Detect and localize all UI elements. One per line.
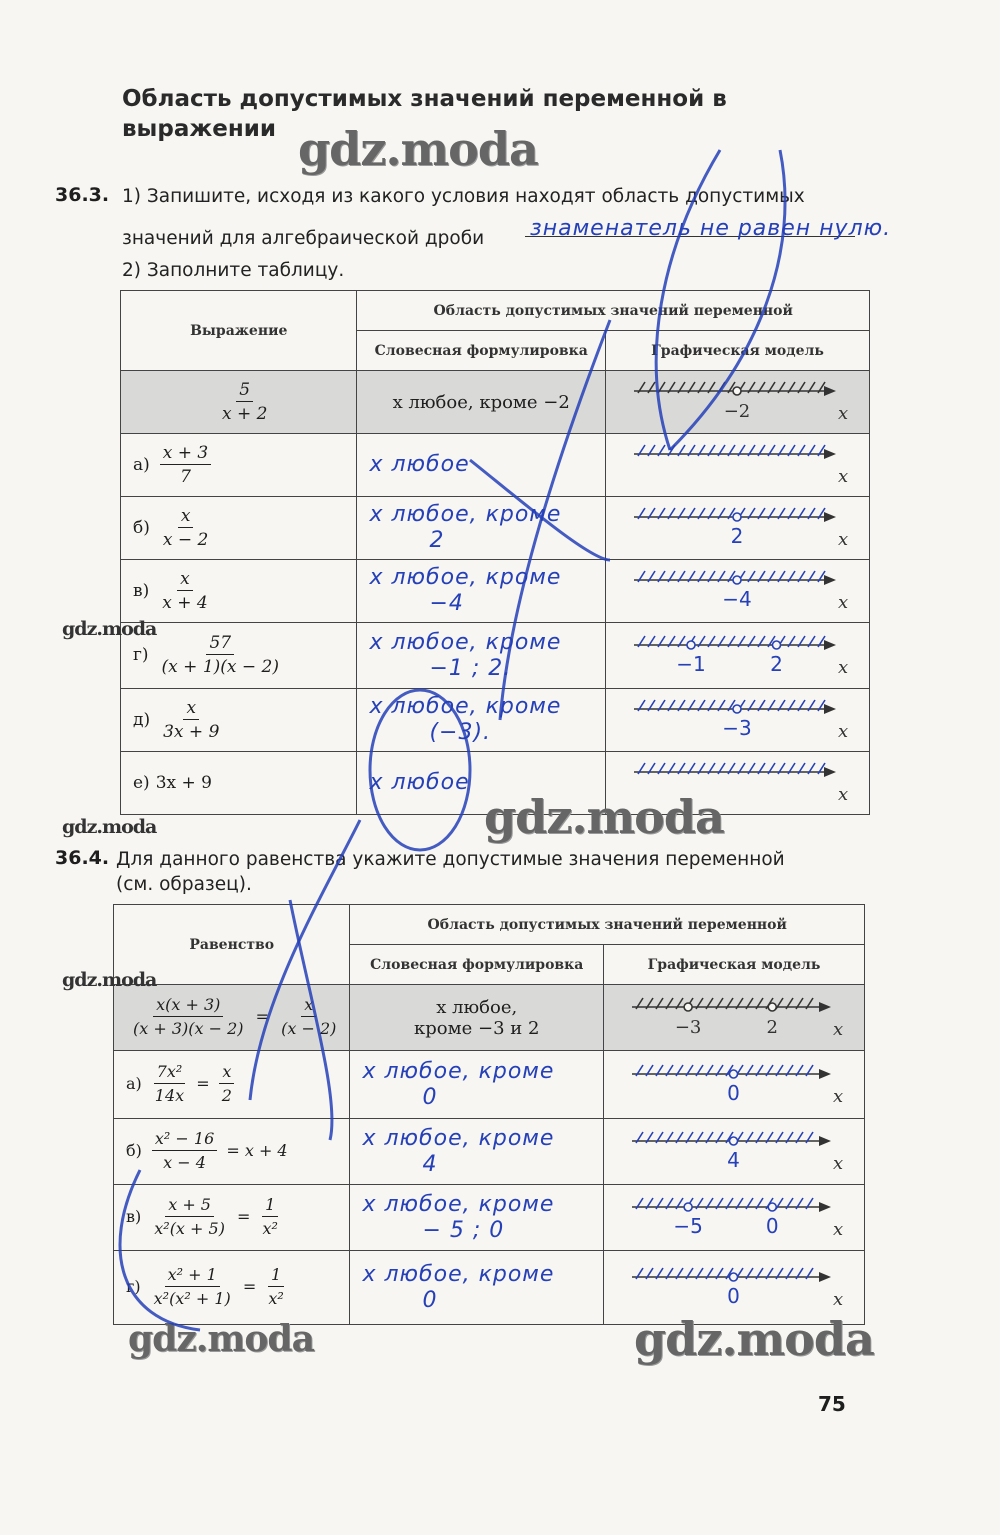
fraction	[160, 505, 211, 552]
table-row	[114, 1051, 865, 1119]
fraction-denominator: 3x + 9	[163, 721, 220, 742]
verbal-line: −1 ; 2.	[429, 655, 512, 681]
watermark: gdz.moda	[128, 1318, 314, 1360]
axis-variable-label: x	[838, 656, 849, 678]
fraction	[159, 568, 210, 615]
point-label: −2	[723, 401, 751, 422]
point-label: −5	[673, 1213, 703, 1238]
fraction-numerator: x² − 16	[152, 1128, 217, 1151]
axis-arrow	[819, 1272, 831, 1282]
fraction-denominator: x − 2	[162, 529, 209, 550]
fraction-numerator: 57	[206, 632, 234, 655]
watermark: gdz.moda	[62, 816, 157, 838]
fraction	[130, 994, 247, 1041]
row-label: в)	[126, 1207, 142, 1226]
equality-cell	[114, 1185, 350, 1251]
verbal-line: x любое, кроме	[362, 1058, 555, 1084]
verbal-line: x любое, кроме	[362, 1261, 555, 1287]
handwritten-answer: знаменатель не равен нулю.	[530, 216, 892, 241]
row-label: а)	[126, 1074, 142, 1093]
table-36-4	[113, 904, 865, 1325]
axis-arrow	[824, 512, 836, 522]
axis-arrow	[819, 1002, 831, 1012]
col-domain-header: Область допустимых значений переменной	[357, 291, 870, 331]
verbal-cell	[357, 689, 606, 752]
fraction-numerator: x	[183, 697, 199, 720]
verbal-line: x любое, кроме	[369, 694, 562, 719]
graphic-cell	[606, 497, 870, 560]
table-row	[121, 497, 870, 560]
verbal-line: x любое, кроме	[362, 1125, 555, 1151]
number-line	[604, 1187, 863, 1245]
verbal-line: x любое, кроме	[369, 565, 562, 590]
point-label: 4	[727, 1147, 740, 1172]
point-label: −4	[722, 587, 752, 611]
fraction-denominator: 7	[180, 466, 191, 487]
table-36-3	[120, 290, 870, 815]
equality-cell	[114, 1119, 350, 1185]
task-number-36-3: 36.3.	[55, 184, 110, 206]
verbal-line: кроме −3 и 2	[414, 1017, 540, 1039]
verbal-cell	[357, 623, 606, 689]
point-label: 2	[766, 1016, 778, 1038]
row-label: г)	[133, 645, 149, 665]
excluded-point	[684, 1003, 692, 1011]
number-line	[604, 1054, 863, 1112]
table-row	[121, 434, 870, 497]
verbal-cell	[357, 560, 606, 623]
table-row	[121, 560, 870, 623]
point-label: 2	[730, 524, 744, 548]
excluded-point	[729, 1273, 737, 1281]
excluded-point	[733, 387, 741, 395]
row-label: б)	[126, 1141, 142, 1160]
fraction-numerator: x	[219, 1061, 234, 1084]
point-label: 0	[727, 1283, 740, 1308]
expression-text: 3x + 9	[155, 773, 212, 793]
axis-variable-label: x	[832, 1218, 844, 1240]
graphic-cell	[603, 1051, 864, 1119]
axis-variable-label: x	[838, 529, 849, 550]
axis-variable-label: x	[838, 403, 849, 424]
verbal-line: 0	[422, 1084, 438, 1110]
point-label: −3	[674, 1016, 702, 1038]
number-line	[604, 1121, 863, 1179]
fraction-numerator: x + 3	[160, 442, 211, 465]
equals-sign: =	[221, 1141, 245, 1160]
fraction-denominator: (x + 3)(x − 2)	[133, 1019, 244, 1038]
number-line	[606, 625, 868, 683]
fraction-denominator: x²	[268, 1289, 284, 1308]
verbal-cell	[357, 371, 606, 434]
fraction-numerator: x² + 1	[165, 1264, 220, 1287]
excluded-point	[768, 1003, 776, 1011]
axis-variable-label: x	[832, 1018, 844, 1040]
verbal-line: (−3).	[429, 720, 492, 745]
fraction-denominator: (x + 1)(x − 2)	[161, 657, 279, 677]
excluded-point	[733, 705, 741, 713]
axis-variable-label: x	[838, 592, 849, 613]
expression-cell	[121, 560, 357, 623]
fraction	[151, 1264, 234, 1311]
row-label: б)	[133, 517, 150, 538]
equals-sign: =	[191, 1074, 215, 1093]
task-36-4-text-line2: (см. образец).	[116, 874, 252, 895]
verbal-line: x любое,	[436, 996, 518, 1018]
equals-sign: =	[250, 1007, 275, 1026]
col-graphic-header-2: Графическая модель	[603, 945, 864, 985]
table-row	[114, 1119, 865, 1185]
task-36-3-part1: 1) Запишите, исходя из какого условия находят область допустимых	[122, 186, 805, 207]
expression-cell	[121, 689, 357, 752]
fraction	[151, 1194, 228, 1241]
task-36-3-part1-line2	[122, 222, 484, 255]
axis-arrow	[824, 449, 836, 459]
col-graphic-header: Графическая модель	[606, 331, 870, 371]
row-label: е)	[133, 773, 150, 793]
verbal-cell	[350, 1119, 604, 1185]
row-label: а)	[133, 454, 150, 475]
row-label: г)	[126, 1277, 141, 1296]
axis-variable-label: x	[838, 721, 849, 742]
graphic-cell	[606, 689, 870, 752]
fraction-denominator: x + 2	[221, 403, 268, 424]
verbal-cell	[350, 1185, 604, 1251]
verbal-cell	[350, 1051, 604, 1119]
axis-arrow	[824, 704, 836, 714]
page-number: 75	[818, 1392, 846, 1416]
task-36-4-text: Для данного равенства укажите допустимые значения переменной	[116, 849, 785, 870]
graphic-cell	[603, 1119, 864, 1185]
fraction	[159, 632, 282, 679]
table-row	[114, 985, 865, 1051]
graphic-cell	[606, 434, 870, 497]
watermark: gdz.moda	[484, 790, 724, 844]
point-label: −3	[722, 716, 752, 740]
excluded-point	[773, 641, 781, 649]
axis-variable-label: x	[832, 1085, 844, 1107]
verbal-line: − 5 ; 0	[422, 1217, 505, 1243]
fraction	[219, 379, 270, 426]
col-expression-header: Выражение	[121, 291, 357, 371]
rhs-text: x + 4	[244, 1141, 288, 1160]
col-domain-header-2: Область допустимых значений переменной	[350, 905, 865, 945]
fraction	[278, 994, 339, 1041]
equality-cell	[114, 985, 350, 1051]
axis-variable-label: x	[838, 784, 849, 805]
graphic-cell	[603, 1185, 864, 1251]
point-label: 0	[765, 1213, 779, 1238]
fraction-numerator: x	[178, 505, 194, 528]
row-label: в)	[133, 580, 150, 601]
watermark: gdz.moda	[62, 618, 157, 640]
fraction	[260, 1194, 281, 1241]
table-row	[114, 1185, 865, 1251]
verbal-line: −4	[429, 591, 464, 616]
fraction-denominator: x²	[262, 1219, 278, 1238]
fraction	[160, 697, 222, 744]
equals-sign: =	[231, 1207, 256, 1226]
fraction	[152, 1061, 187, 1108]
verbal-line: x любое	[369, 452, 470, 477]
axis-variable-label: x	[838, 466, 849, 487]
section-title: Область допустимых значений переменной в выражении	[122, 86, 727, 142]
fraction-numerator: 1	[262, 1194, 278, 1217]
verbal-cell	[350, 1251, 604, 1325]
excluded-point	[729, 1137, 737, 1145]
fraction-numerator: 5	[236, 379, 253, 402]
fraction	[265, 1264, 286, 1311]
number-line	[606, 434, 868, 492]
equals-sign: =	[237, 1277, 262, 1296]
excluded-point	[684, 1203, 692, 1211]
fraction-numerator: x(x + 3)	[153, 994, 223, 1017]
expression-cell	[121, 371, 357, 434]
fraction	[152, 1128, 217, 1175]
expression-cell	[121, 497, 357, 560]
fraction-denominator: x + 4	[162, 592, 208, 613]
point-label: 0	[727, 1080, 740, 1105]
axis-arrow	[819, 1136, 831, 1146]
excluded-point	[729, 1070, 737, 1078]
verbal-cell	[357, 497, 606, 560]
graphic-cell	[603, 985, 864, 1051]
axis-arrow	[819, 1202, 831, 1212]
fraction-denominator: x − 4	[163, 1153, 206, 1172]
task-36-3-part1-line2-text: значений для алгебраической дроби	[122, 228, 485, 249]
fraction-numerator: x + 5	[165, 1194, 214, 1217]
fraction-numerator: 1	[268, 1264, 284, 1287]
fraction	[160, 442, 211, 489]
number-line	[606, 560, 868, 618]
fraction-numerator: x	[301, 994, 316, 1017]
fraction-denominator: (x − 2)	[281, 1019, 337, 1038]
axis-arrow	[824, 767, 836, 777]
point-label: 2	[770, 651, 783, 676]
fraction-numerator: x	[177, 568, 193, 591]
excluded-point	[733, 513, 741, 521]
task-36-3-part2: 2) Заполните таблицу.	[122, 260, 345, 281]
excluded-point	[768, 1203, 776, 1211]
row-label: д)	[133, 709, 151, 730]
expression-cell	[121, 434, 357, 497]
excluded-point	[733, 576, 741, 584]
verbal-line: x любое, кроме	[369, 502, 562, 527]
verbal-line: x любое, кроме	[362, 1191, 555, 1217]
excluded-point	[687, 641, 695, 649]
axis-arrow	[824, 640, 836, 650]
fraction-denominator: x²(x² + 1)	[153, 1289, 231, 1308]
col-verbal-header-2: Словесная формулировка	[350, 945, 604, 985]
graphic-cell	[606, 560, 870, 623]
number-line	[606, 371, 868, 429]
watermark: gdz.moda	[634, 1312, 874, 1366]
axis-variable-label: x	[832, 1288, 844, 1310]
equality-cell	[114, 1251, 350, 1325]
watermark: gdz.moda	[298, 122, 538, 176]
verbal-line: 4	[422, 1151, 438, 1177]
fraction-denominator: x²(x + 5)	[154, 1219, 225, 1238]
table-row	[121, 371, 870, 434]
verbal-line: 2	[429, 528, 445, 553]
expression-cell	[121, 752, 357, 815]
verbal-line: x любое	[369, 770, 470, 795]
col-equality-header: Равенство	[114, 905, 350, 985]
axis-arrow	[819, 1069, 831, 1079]
equality-cell	[114, 1051, 350, 1119]
fraction	[219, 1061, 235, 1108]
watermark: gdz.moda	[62, 969, 157, 991]
number-line	[604, 1257, 863, 1315]
number-line	[606, 497, 868, 555]
axis-arrow	[824, 386, 836, 396]
task-number-36-4: 36.4.	[55, 847, 110, 869]
col-verbal-header: Словесная формулировка	[357, 331, 606, 371]
axis-variable-label: x	[832, 1152, 844, 1174]
verbal-line: x любое, кроме −2	[392, 391, 570, 413]
number-line	[604, 987, 863, 1045]
table-row	[121, 623, 870, 689]
fraction-numerator: 7x²	[154, 1061, 186, 1084]
graphic-cell	[606, 623, 870, 689]
verbal-cell	[350, 985, 604, 1051]
verbal-line: 0	[422, 1287, 438, 1313]
fraction-denominator: 2	[221, 1086, 232, 1105]
number-line	[606, 689, 868, 747]
verbal-line: x любое, кроме	[369, 629, 562, 655]
point-label: −1	[676, 651, 706, 676]
verbal-cell	[357, 434, 606, 497]
axis-arrow	[824, 575, 836, 585]
graphic-cell	[606, 371, 870, 434]
table-row	[121, 689, 870, 752]
fraction-denominator: 14x	[154, 1086, 185, 1105]
